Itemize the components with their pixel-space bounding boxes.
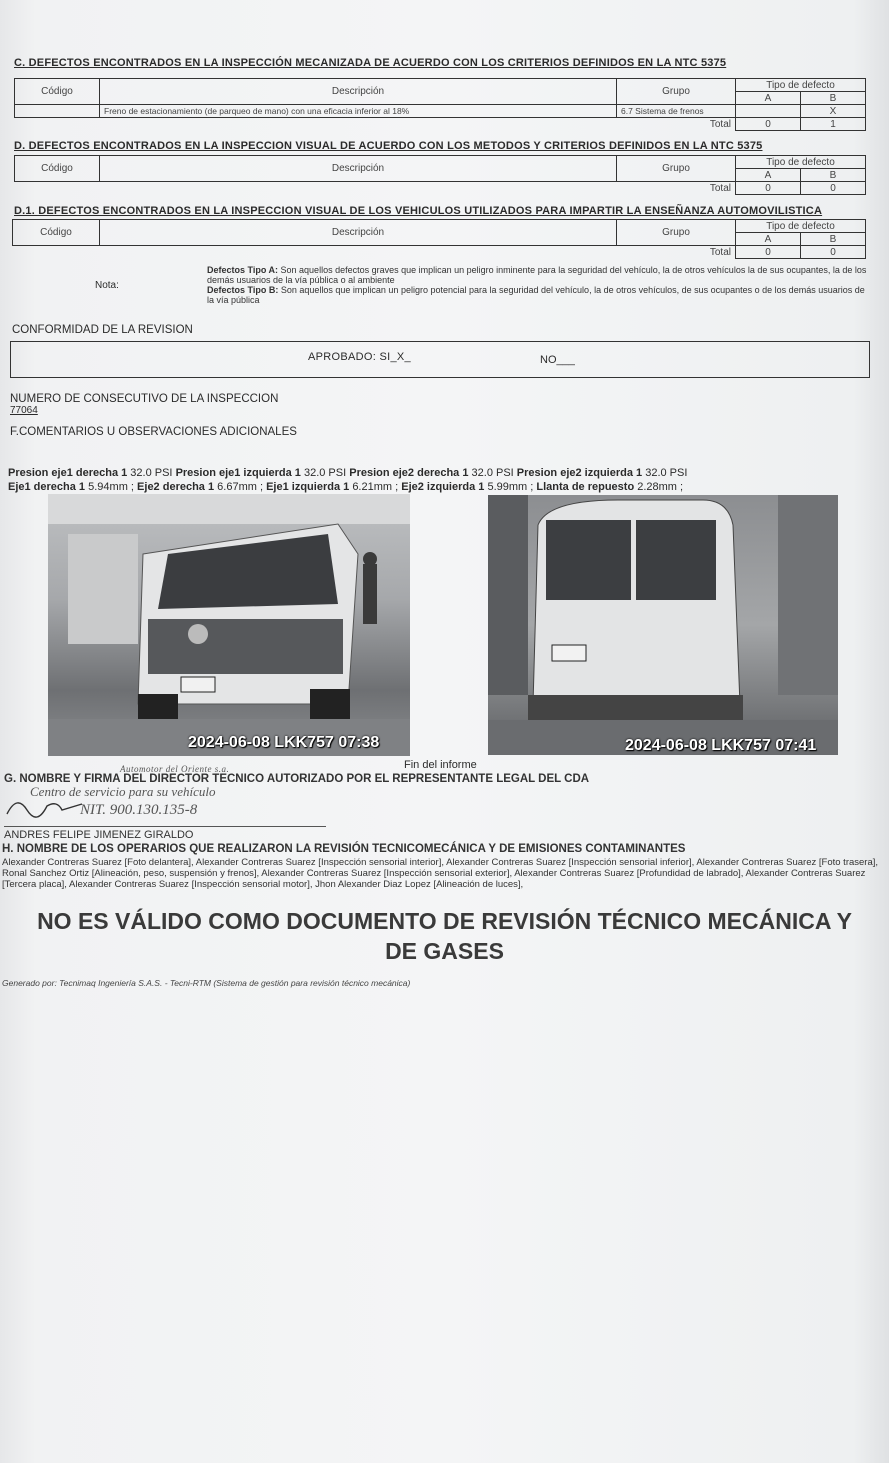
header-b: B — [801, 233, 866, 246]
section-c-table — [14, 78, 866, 131]
labrado-label: Eje2 derecha 1 — [137, 481, 215, 493]
tipo-b-label: Defectos Tipo B: — [207, 285, 279, 295]
comentarios-title: F.COMENTARIOS U OBSERVACIONES ADICIONALES — [10, 426, 297, 438]
conformidad-title: CONFORMIDAD DE LA REVISION — [12, 324, 193, 336]
header-tipo-defecto: Tipo de defecto — [736, 79, 866, 92]
total-a: 0 — [736, 246, 801, 259]
signature-line — [4, 826, 326, 827]
labrado-value: 5.99mm — [487, 481, 528, 493]
total-label: Total — [709, 246, 731, 258]
header-a: A — [736, 169, 801, 182]
section-d-title: D. DEFECTOS ENCONTRADOS EN LA INSPECCION VISUAL DE ACUERDO CON LOS METODOS Y CRITERIOS DEFINIDOS EN LA NTC 5375 — [14, 140, 763, 152]
header-codigo: Código — [15, 156, 100, 182]
front-vehicle-photo — [48, 494, 410, 756]
signature-scribble — [2, 792, 92, 822]
header-tipo-defecto: Tipo de defecto — [736, 156, 866, 169]
row-a — [736, 105, 801, 118]
nota-label: Nota: — [95, 280, 119, 291]
stamp-company: Automotor del Oriente s.a. — [120, 764, 230, 774]
warning-line-2: DE GASES — [385, 938, 504, 964]
header-grupo: Grupo — [617, 79, 736, 105]
presion-line — [8, 467, 687, 479]
stamp-service: Centro de servicio para su vehículo — [30, 784, 216, 799]
front-van-illustration — [48, 494, 410, 756]
header-b: B — [801, 92, 866, 105]
presion-label: Presion eje1 derecha 1 — [8, 467, 128, 479]
conformidad-box — [10, 341, 870, 378]
fin-del-informe: Fin del informe — [404, 759, 477, 771]
row-codigo — [15, 105, 100, 118]
total-b: 0 — [801, 246, 866, 259]
labrado-value: 6.21mm — [352, 481, 393, 493]
total-a: 0 — [736, 182, 801, 195]
header-grupo: Grupo — [617, 156, 736, 182]
warning-line-1: NO ES VÁLIDO COMO DOCUMENTO DE REVISIÓN TÉCNICO MECÁNICA Y — [37, 908, 852, 934]
total-b: 1 — [801, 118, 866, 131]
total-label: Total — [709, 118, 731, 130]
presion-value: 32.0 PSI — [645, 467, 688, 479]
presion-label: Presion eje2 izquierda 1 — [516, 467, 643, 479]
row-b: X — [801, 105, 866, 118]
section-c-title: C. DEFECTOS ENCONTRADOS EN LA INSPECCIÓN MECANIZADA DE ACUERDO CON LOS CRITERIOS DEFINIDOS EN LA NTC 5375 — [14, 57, 727, 69]
total-a: 0 — [736, 118, 801, 131]
director-name: ANDRES FELIPE JIMENEZ GIRALDO — [4, 829, 194, 841]
presion-value: 32.0 PSI — [471, 467, 514, 479]
tipo-a-text: Son aquellos defectos graves que implican un peligro inminente para la seguridad del vehículo, la de otros vehículos la de sus ocupantes, la de los demás usuarios de la vía pública o al ambiente — [207, 265, 867, 285]
labrado-label: Eje1 derecha 1 — [8, 481, 86, 493]
rear-van-illustration — [488, 495, 838, 755]
total-label: Total — [709, 182, 731, 194]
section-d1-title: D.1. DEFECTOS ENCONTRADOS EN LA INSPECCION VISUAL DE LOS VEHICULOS UTILIZADOS PARA IMPARTIR LA ENSEÑANZA AUTOMOVILISTICA — [14, 205, 823, 217]
header-descripcion: Descripción — [100, 79, 617, 105]
nota-text — [207, 265, 867, 305]
total-b: 0 — [801, 182, 866, 195]
header-grupo: Grupo — [617, 220, 736, 246]
row-grupo: 6.7 Sistema de frenos — [617, 105, 736, 118]
no-value: NO___ — [540, 354, 575, 366]
rear-photo-timestamp: 2024-06-08 LKK757 07:41 — [625, 737, 817, 754]
header-codigo: Código — [13, 220, 100, 246]
tipo-b-text: Son aquellos que implican un peligro potencial para la seguridad del vehículo, la de otros vehículos, de sus ocupantes o de los demás usuarios de la vía pública — [207, 285, 865, 305]
presion-value: 32.0 PSI — [130, 467, 173, 479]
director-title: G. NOMBRE Y FIRMA DEL DIRECTOR TECNICO AUTORIZADO POR EL REPRESENTANTE LEGAL DEL CDA — [4, 773, 590, 785]
labrado-label: Eje2 izquierda 1 — [401, 481, 485, 493]
header-a: A — [736, 92, 801, 105]
stamp-nit: NIT. 900.130.135-8 — [80, 802, 198, 818]
tipo-a-label: Defectos Tipo A: — [207, 265, 279, 275]
operarios-list: Alexander Contreras Suarez [Foto delantera], Alexander Contreras Suarez [Inspección sensorial interior], Alexander Contreras Suarez [Inspección sensorial inferior], Alexander Contreras Suarez [Foto trasera], Ronal Sanchez Ortiz [Alineación, peso, suspensión y frenos], Alexander Contreras Suarez [Inspección sensorial exterior], Alexander Contreras Suarez [Profundidad de labrado], Alexander Contreras Suarez [Tercera placa], Alexander Contreras Suarez [Inspección sensorial motor], Jhon Alexander Diaz Lopez [Alineación de luces], — [2, 857, 879, 890]
operarios-title: H. NOMBRE DE LOS OPERARIOS QUE REALIZARON LA REVISIÓN TECNICOMECÁNICA Y DE EMISIONES CONTAMINANTES — [2, 843, 686, 855]
presion-label: Presion eje2 derecha 1 — [349, 467, 469, 479]
presion-label: Presion eje1 izquierda 1 — [175, 467, 301, 479]
row-descripcion: Freno de estacionamiento (de parqueo de mano) con una eficacia inferior al 18% — [100, 105, 617, 118]
generated-footer: Generado por: Tecnimaq Ingeniería S.A.S. - Tecni-RTM (Sistema de gestión para revisión técnico mecánica) — [2, 978, 411, 988]
header-tipo-defecto: Tipo de defecto — [736, 220, 866, 233]
header-codigo: Código — [15, 79, 100, 105]
presion-value: 32.0 PSI — [303, 467, 347, 479]
labrado-label: Llanta de repuesto — [536, 481, 635, 493]
section-d-table — [14, 155, 866, 195]
header-descripcion: Descripción — [100, 156, 617, 182]
header-a: A — [736, 233, 801, 246]
labrado-line: Eje1 derecha 1 5.94mm ; Eje2 derecha 1 6.67mm ; Eje1 izquierda 1 6.21mm ; Eje2 izquierda 1 5.99mm ; Llanta de repuesto 2.28mm ; — [8, 481, 684, 493]
labrado-value: 2.28mm — [637, 481, 677, 493]
consecutivo-label: NUMERO DE CONSECUTIVO DE LA INSPECCION — [10, 393, 279, 405]
aprobado-value: APROBADO: SI_X_ — [308, 351, 411, 363]
rear-vehicle-photo — [488, 495, 838, 755]
labrado-value: 6.67mm — [217, 481, 257, 493]
header-b: B — [801, 169, 866, 182]
labrado-label: Eje1 izquierda 1 — [266, 481, 350, 493]
consecutivo-value: 77064 — [10, 405, 38, 416]
header-descripcion: Descripción — [100, 220, 617, 246]
section-d1-table — [12, 219, 866, 259]
labrado-value: 5.94mm — [88, 481, 128, 493]
front-photo-timestamp: 2024-06-08 LKK757 07:38 — [188, 734, 380, 751]
